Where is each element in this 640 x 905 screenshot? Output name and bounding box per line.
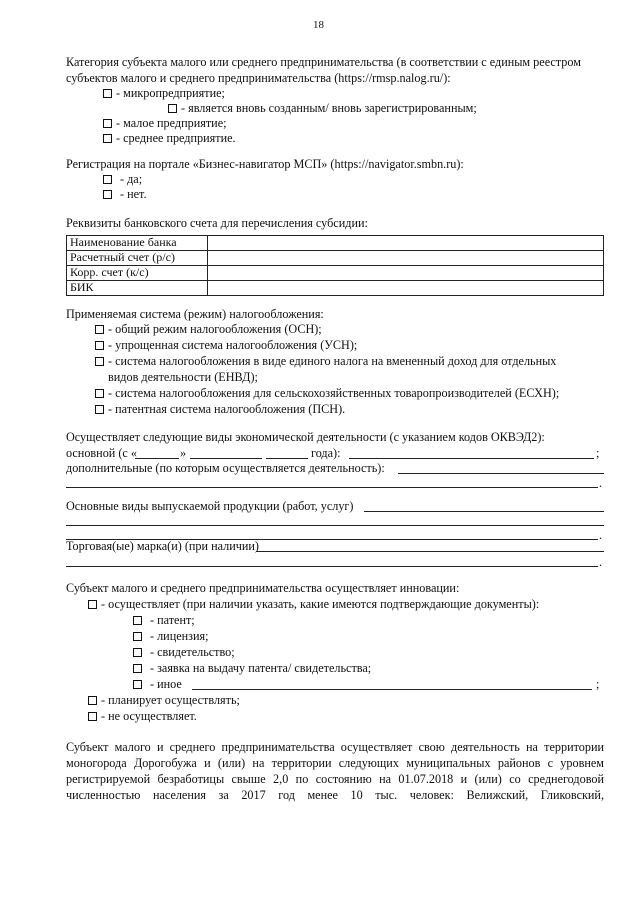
bik-field[interactable] bbox=[208, 281, 604, 296]
page-number: 18 bbox=[313, 19, 324, 31]
tax-option-envd-cont: видов деятельности (ЕНВД); bbox=[108, 370, 258, 384]
activity-additional-label: дополнительные (по которым осуществляется деятельность): bbox=[66, 461, 385, 475]
checkbox[interactable] bbox=[103, 190, 112, 199]
checkbox[interactable] bbox=[168, 104, 177, 113]
option-label: - микропредприятие; bbox=[116, 86, 225, 100]
bank-name-field[interactable] bbox=[208, 236, 604, 251]
document-certificate bbox=[133, 645, 235, 660]
checkbox[interactable] bbox=[133, 648, 142, 657]
trademark-field[interactable] bbox=[256, 551, 604, 552]
table-row bbox=[67, 236, 604, 251]
products-field-2[interactable] bbox=[66, 525, 604, 526]
option-label: - нет. bbox=[120, 187, 147, 201]
main-day-field[interactable] bbox=[135, 458, 179, 459]
innovation-option-not bbox=[88, 709, 197, 724]
option-label: - лицензия; bbox=[150, 629, 209, 643]
document-license bbox=[133, 629, 209, 644]
option-label: - осуществляет (при наличии указать, какие имеются подтверждающие документы): bbox=[101, 597, 540, 611]
document-other bbox=[133, 677, 182, 692]
option-label: - система налогообложения в виде единого налога на вмененный доход для отдельных bbox=[108, 354, 557, 368]
option-label: - свидетельство; bbox=[150, 645, 235, 659]
territory-line-2: моногорода Дорогобужа и (или) на территории следующих муниципальных районов с уровнем bbox=[66, 756, 604, 770]
bank-heading: Реквизиты банковского счета для перечисления субсидии: bbox=[66, 216, 368, 230]
tax-heading: Применяемая система (режим) налогообложения: bbox=[66, 307, 324, 321]
territory-line-3: регистрируемой безработицы свыше 2,0 по состоянию на 01.07.2018 и (или) со среднегодовой bbox=[66, 772, 604, 786]
option-label: - заявка на выдачу патента/ свидетельства; bbox=[150, 661, 372, 675]
bik-label: БИК bbox=[67, 281, 208, 296]
products-field[interactable] bbox=[364, 511, 604, 512]
main-activity-field[interactable] bbox=[349, 458, 594, 459]
table-row bbox=[67, 251, 604, 266]
checkbox[interactable] bbox=[133, 680, 142, 689]
tax-option-envd bbox=[95, 354, 556, 369]
tax-option-usn bbox=[95, 338, 357, 353]
activity-main-prefix: основной (с « bbox=[66, 446, 137, 460]
checkbox[interactable] bbox=[95, 405, 104, 414]
option-label: - планирует осуществлять; bbox=[101, 693, 240, 707]
registration-heading: Регистрация на портале «Бизнес-навигатор МСП» (https://navigator.smbn.ru): bbox=[66, 157, 464, 171]
innovation-heading: Субъект малого и среднего предпринимательства осуществляет инновации: bbox=[66, 581, 460, 595]
corr-account-field[interactable] bbox=[208, 266, 604, 281]
checkbox[interactable] bbox=[95, 389, 104, 398]
category-heading-line1: Категория субъекта малого или среднего предпринимательства (в соответствии с единым реестром bbox=[66, 55, 581, 69]
option-label: - система налогообложения для сельскохозяйственных товаропроизводителей (ЕСХН); bbox=[108, 386, 560, 400]
category-option-small bbox=[103, 116, 227, 131]
checkbox[interactable] bbox=[103, 89, 112, 98]
option-label: - патентная система налогообложения (ПСН). bbox=[108, 402, 346, 416]
category-heading-line2: субъектов малого и среднего предпринимательства (https://rmsp.nalog.ru/): bbox=[66, 71, 451, 85]
category-option-medium bbox=[103, 131, 236, 146]
bank-details-table bbox=[66, 235, 604, 296]
territory-line-4: численностью населения за 2017 год менее 10 тыс. человек: Велижский, Гликовский, bbox=[66, 788, 604, 802]
option-label: - не осуществляет. bbox=[101, 709, 197, 723]
registration-option-no bbox=[103, 187, 147, 202]
table-row bbox=[67, 266, 604, 281]
checkbox[interactable] bbox=[95, 357, 104, 366]
other-document-end: ; bbox=[596, 677, 600, 691]
option-label: - малое предприятие; bbox=[116, 116, 227, 130]
innovation-option-plans bbox=[88, 693, 240, 708]
option-label: - среднее предприятие. bbox=[116, 131, 236, 145]
activity-heading: Осуществляет следующие виды экономической деятельности (с указанием кодов ОКВЭД2): bbox=[66, 430, 545, 444]
checkbox[interactable] bbox=[133, 664, 142, 673]
option-label: - иное bbox=[150, 677, 182, 691]
products-dot: . bbox=[599, 528, 603, 542]
activity-main-year: года): bbox=[311, 446, 341, 460]
activity-main-end: ; bbox=[596, 446, 600, 460]
activity-main-mid: » bbox=[180, 446, 187, 460]
checkbox[interactable] bbox=[88, 600, 97, 609]
account-field[interactable] bbox=[208, 251, 604, 266]
other-document-field[interactable] bbox=[192, 689, 592, 690]
tax-option-eshn bbox=[95, 386, 559, 401]
trademark-label: Торговая(ые) марка(и) (при наличии) bbox=[66, 539, 259, 553]
account-label: Расчетный счет (р/с) bbox=[67, 251, 208, 266]
additional-activity-field-2[interactable] bbox=[66, 487, 598, 488]
corr-account-label: Корр. счет (к/с) bbox=[67, 266, 208, 281]
checkbox[interactable] bbox=[88, 712, 97, 721]
table-row bbox=[67, 281, 604, 296]
category-option-new bbox=[168, 101, 477, 116]
trademark-field-2[interactable] bbox=[66, 566, 598, 567]
bank-name-label: Наименование банка bbox=[67, 236, 208, 251]
option-label: - патент; bbox=[150, 613, 195, 627]
activity-dot: . bbox=[599, 476, 603, 490]
registration-option-yes bbox=[103, 172, 142, 187]
checkbox[interactable] bbox=[88, 696, 97, 705]
innovation-option-yes bbox=[88, 597, 539, 612]
products-heading: Основные виды выпускаемой продукции (работ, услуг) bbox=[66, 499, 354, 513]
checkbox[interactable] bbox=[133, 616, 142, 625]
option-label: - является вновь созданным/ вновь зарегистрированным; bbox=[181, 101, 477, 115]
main-month-field[interactable] bbox=[190, 458, 262, 459]
territory-line-1: Субъект малого и среднего предпринимательства осуществляет свою деятельность на территории bbox=[66, 740, 604, 754]
checkbox[interactable] bbox=[95, 325, 104, 334]
category-option-micro bbox=[103, 86, 225, 101]
option-label: - общий режим налогообложения (ОСН); bbox=[108, 322, 322, 336]
checkbox[interactable] bbox=[95, 341, 104, 350]
additional-activity-field[interactable] bbox=[398, 473, 604, 474]
trademark-dot: . bbox=[599, 555, 603, 569]
checkbox[interactable] bbox=[103, 175, 112, 184]
option-label: - упрощенная система налогообложения (УСН); bbox=[108, 338, 358, 352]
document-application bbox=[133, 661, 371, 676]
checkbox[interactable] bbox=[103, 119, 112, 128]
option-label: - да; bbox=[120, 172, 143, 186]
checkbox[interactable] bbox=[133, 632, 142, 641]
tax-option-osn bbox=[95, 322, 322, 337]
tax-option-psn bbox=[95, 402, 345, 417]
main-year-field[interactable] bbox=[266, 458, 308, 459]
document-patent bbox=[133, 613, 195, 628]
checkbox[interactable] bbox=[103, 134, 112, 143]
